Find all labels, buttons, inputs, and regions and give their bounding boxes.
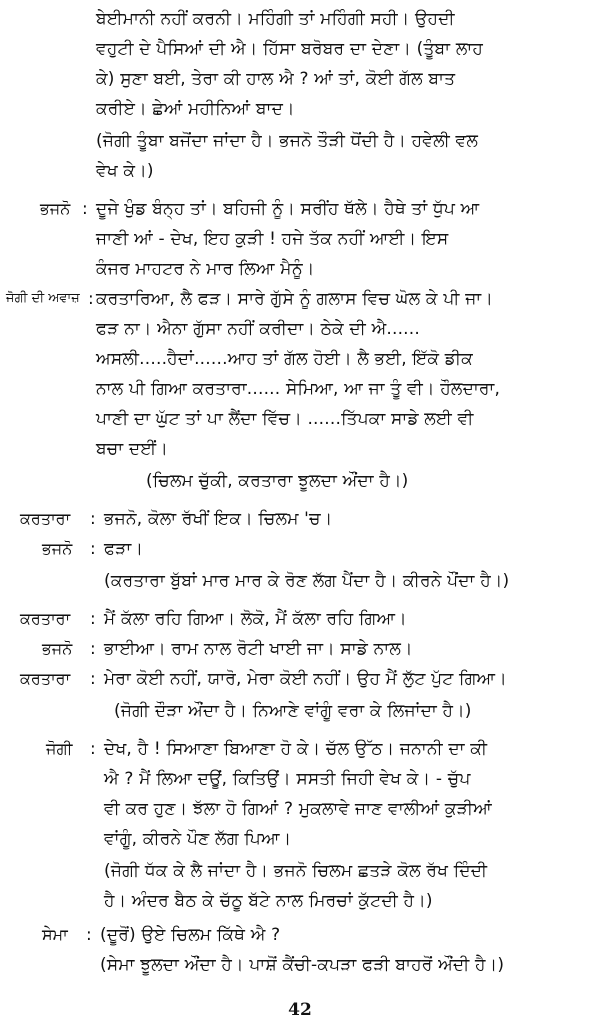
- stage-direction: (ਜੋਗੀ ਧੱਕ ਕੇ ਲੈ ਜਾਂਦਾ ਹੈ। ਭਜਨੋ ਚਿਲਮ ਛਤੜੇ ਕੋਲ ਰੱਖ ਦਿੰਦੀ: [104, 861, 488, 881]
- dialogue-line: ਦੇਖ, ਹੈ ! ਸਿਆਣਾ ਬਿਆਣਾ ਹੋ ਕੇ। ਚੱਲ ਉੱਠ। ਜਨਾਨੀ ਦਾ ਕੀ: [104, 739, 488, 759]
- dialogue-line: ਦੂਜੇ ਖੁੰਡ ਬੰਨ੍ਹ ਤਾਂ। ਬਹਿਜੀ ਨੂੰ। ਸਰੀਂਹ ਥੱਲੇ। ਹੈਥੇ ਤਾਂ ਧੁੱਪ ਆ: [96, 199, 480, 219]
- speaker-colon: :: [90, 509, 96, 529]
- dialogue-line: ਅਸਲੀ.....ਹੈਦਾਂ......ਆਹ ਤਾਂ ਗੱਲ ਹੋਈ। ਲੈ ਭਈ, ਇੱਕੋ ਡੀਕ: [96, 349, 473, 369]
- stage-direction: (ਜੋਗੀ ਦੌੜਾ ਔਂਦਾ ਹੈ। ਨਿਆਣੇ ਵਾਂਗੂੰ ਵਰਾ ਕੇ ਲਿਜਾਂਦਾ ਹੈ।): [114, 701, 472, 721]
- speaker-colon: :: [82, 199, 88, 219]
- speaker-name: ਕਰਤਾਰਾ: [20, 609, 71, 628]
- dialogue-line: ਮੈਂ ਕੱਲਾ ਰਹਿ ਗਿਆ। ਲੋਕੋ, ਮੈਂ ਕੱਲਾ ਰਹਿ ਗਿਆ।: [104, 609, 407, 629]
- speaker-colon: :: [88, 289, 94, 309]
- stage-direction: (ਜੋਗੀ ਤੂੰਬਾ ਬਜੋਂਦਾ ਜਾਂਦਾ ਹੈ। ਭਜਨੋ ਤੌੜੀ ਧੋਂਦੀ ਹੈ। ਹਵੇਲੀ ਵਲ: [96, 131, 479, 151]
- speaker-name: ਜੋਗੀ ਦੀ ਅਵਾਜ਼: [6, 291, 80, 306]
- dialogue-line: ਬਚਾ ਦਈਂ।: [96, 439, 169, 459]
- stage-direction: (ਚਿਲਮ ਚੁੱਕੀ, ਕਰਤਾਰਾ ਝੂਲਦਾ ਔਂਦਾ ਹੈ।): [146, 471, 409, 491]
- stage-direction: (ਸੇਮਾ ਝੂਲਦਾ ਔਂਦਾ ਹੈ। ਪਾਸ਼ੋਂ ਕੈਂਚੀ-ਕਪੜਾ ਫੜੀ ਬਾਹਰੋਂ ਔਂਦੀ ਹੈ।): [100, 955, 505, 975]
- dialogue-line: ਐ ? ਮੈਂ ਲਿਆ ਦਊਂ, ਕਿਤਿਉਂ। ਸਸਤੀ ਜਿਹੀ ਵੇਖ ਕੇ। - ਚੁੱਪ: [104, 769, 471, 789]
- dialogue-line: ਜਾਣੀ ਆਂ - ਦੇਖ, ਇਹ ਕੁੜੀ ! ਹਜੇ ਤੱਕ ਨਹੀਂ ਆਈ। ਇਸ: [96, 229, 449, 249]
- dialogue-line: ਕਰਤਾਰਿਆ, ਲੈ ਫੜ। ਸਾਰੇ ਗੁੱਸੇ ਨੂੰ ਗਲਾਸ ਵਿਚ ਘੋਲ ਕੇ ਪੀ ਜਾ।: [96, 289, 494, 309]
- speaker-name: ਭਜਨੋ: [40, 199, 71, 218]
- dialogue-line: ਫੜ ਨਾ। ਐਨਾ ਗੁੱਸਾ ਨਹੀਂ ਕਰੀਦਾ। ਠੇਕੇ ਦੀ ਐ......: [96, 319, 420, 339]
- text-line: ਕੇ) ਸੁਣਾ ਬਈ, ਤੇਰਾ ਕੀ ਹਾਲ ਐ ? ਆਂ ਤਾਂ, ਕੋਈ ਗੱਲ ਬਾਤ: [96, 69, 456, 89]
- dialogue-line: ਮੇਰਾ ਕੋਈ ਨਹੀਂ, ਯਾਰੋ, ਮੇਰਾ ਕੋਈ ਨਹੀਂ। ਉਹ ਮੈਂ ਲੁੱਟ ਪੁੱਟ ਗਿਆ।: [104, 669, 507, 689]
- speaker-name: ਭਜਨੋ: [42, 639, 73, 658]
- dialogue-line: ਫੜਾ।: [104, 539, 144, 559]
- dialogue-line: ਭਾਈਆ। ਰਾਮ ਨਾਲ ਰੋਟੀ ਖਾਈ ਜਾ। ਸਾਡੇ ਨਾਲ।: [104, 639, 413, 659]
- dialogue-line: ਵੀ ਕਰ ਹੁਣ। ਝੱਲਾ ਹੋ ਗਿਆਂ ? ਮੁਕਲਾਵੇ ਜਾਣ ਵਾਲੀਆਂ ਕੁੜੀਆਂ: [104, 799, 492, 819]
- speaker-colon: :: [90, 669, 96, 689]
- dialogue-line: (ਦੂਰੋਂ) ਉਏ ਚਿਲਮ ਕਿੱਥੇ ਐ ?: [100, 925, 281, 945]
- stage-direction: (ਕਰਤਾਰਾ ਬੁੱਬਾਂ ਮਾਰ ਮਾਰ ਕੇ ਰੋਣ ਲੱਗ ਪੈਂਦਾ ਹੈ। ਕੀਰਨੇ ਪੌਂਦਾ ਹੈ।): [104, 571, 510, 591]
- page-number: 42: [288, 1000, 312, 1020]
- speaker-colon: :: [90, 539, 96, 559]
- speaker-name: ਕਰਤਾਰਾ: [20, 509, 71, 528]
- dialogue-line: ਵਾਂਗੂੰ, ਕੀਰਨੇ ਪੌਣ ਲੱਗ ਪਿਆ।: [104, 829, 292, 849]
- speaker-colon: :: [90, 739, 96, 759]
- text-line: ਕਰੀਏ। ਛੇਆਂ ਮਹੀਨਿਆਂ ਬਾਦ।: [96, 99, 295, 119]
- text-line: ਬੇਈਮਾਨੀ ਨਹੀਂ ਕਰਨੀ। ਮਹਿੰਗੀ ਤਾਂ ਮਹਿੰਗੀ ਸਹੀ। ਉਹਦੀ: [96, 9, 455, 29]
- speaker-name: ਜੋਗੀ: [46, 739, 73, 758]
- text-line: ਵਹੁਟੀ ਦੇ ਪੈਸਿਆਂ ਦੀ ਐ। ਹਿੱਸਾ ਬਰੋਬਰ ਦਾ ਦੇਣਾ। (ਤੂੰਬਾ ਲਾਹ: [96, 39, 484, 59]
- speaker-name: ਸੇਮਾ: [42, 925, 68, 944]
- speaker-name: ਕਰਤਾਰਾ: [20, 669, 71, 688]
- stage-direction: ਵੇਖ ਕੇ।): [96, 161, 154, 181]
- speaker-colon: :: [90, 609, 96, 629]
- speaker-colon: :: [86, 925, 92, 945]
- speaker-name: ਭਜਨੋ: [42, 539, 73, 558]
- stage-direction: ਹੈ। ਅੰਦਰ ਬੈਠ ਕੇ ਚੱਠੂ ਬੱਟੇ ਨਾਲ ਮਿਰਚਾਂ ਕੁੱਟਦੀ ਹੈ।): [104, 891, 433, 911]
- dialogue-line: ਨਾਲ ਪੀ ਗਿਆ ਕਰਤਾਰਾ...... ਸੇਮਿਆ, ਆ ਜਾ ਤੂੰ ਵੀ। ਹੌਲਦਾਰਾ,: [96, 379, 501, 399]
- speaker-colon: :: [90, 639, 96, 659]
- dialogue-line: ਭਜਨੋ, ਕੋਲਾ ਰੱਖੀਂ ਇਕ। ਚਿਲਮ 'ਚ।: [104, 509, 333, 529]
- dialogue-line: ਪਾਣੀ ਦਾ ਘੁੱਟ ਤਾਂ ਪਾ ਲੈਂਦਾ ਵਿੱਚ। ......ਤਿੱਪਕਾ ਸਾਡੇ ਲਈ ਵੀ: [96, 409, 474, 429]
- dialogue-line: ਕੰਜਰ ਮਾਹਟਰ ਨੇ ਮਾਰ ਲਿਆ ਮੈਨੂੰ।: [96, 259, 315, 279]
